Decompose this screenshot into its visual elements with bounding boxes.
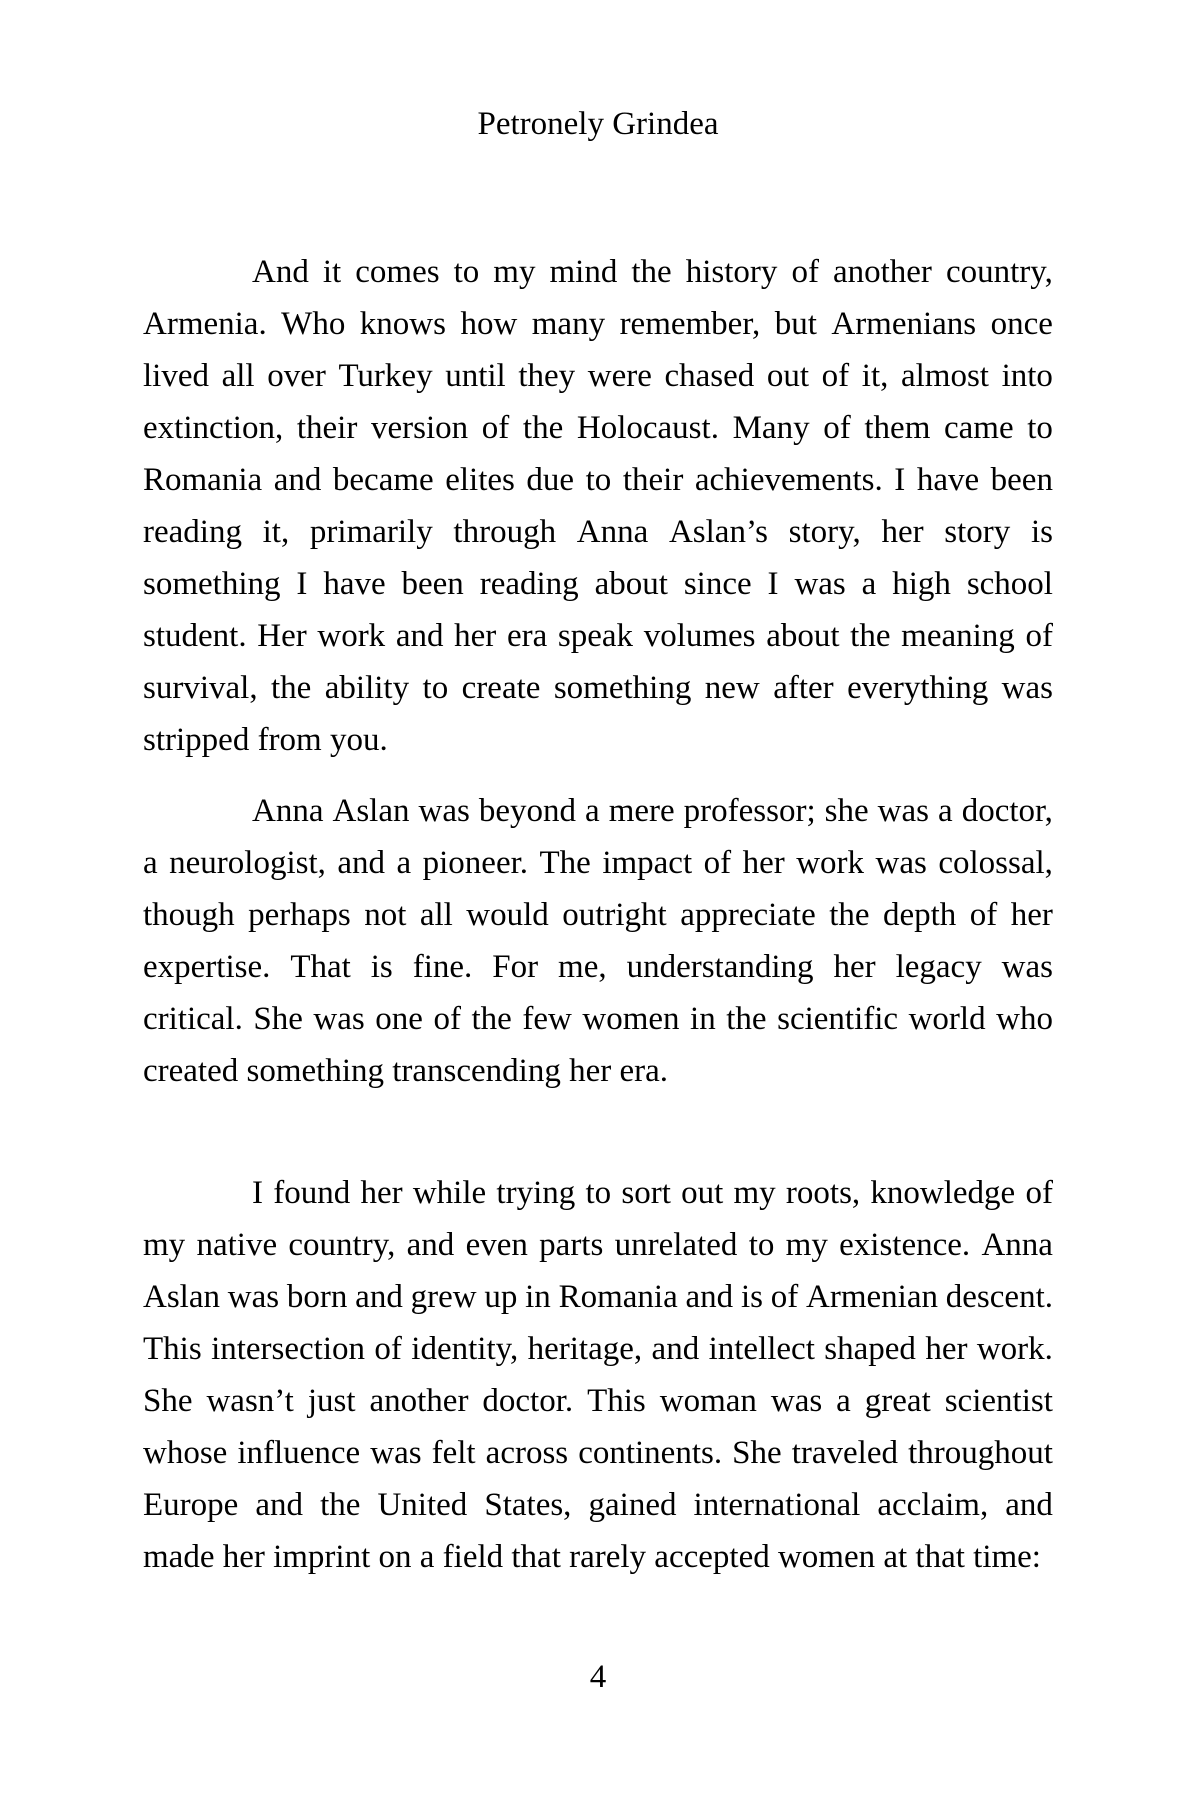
word: gained (588, 1487, 677, 1523)
text-line (143, 1375, 1053, 1427)
word: them (864, 410, 931, 446)
word: have (916, 462, 980, 498)
word: many (531, 306, 606, 342)
word: would (466, 897, 549, 933)
word: native (196, 1227, 278, 1263)
word: how (460, 306, 518, 342)
word: work. (976, 1331, 1053, 1367)
word: over (267, 358, 326, 394)
word: while (412, 1175, 487, 1211)
word: a (143, 845, 158, 881)
word: to (453, 254, 480, 290)
text-line (143, 1479, 1053, 1531)
text-line (143, 402, 1053, 454)
word: up (484, 1279, 518, 1315)
word: story (944, 514, 1011, 550)
word: woman (659, 1383, 757, 1419)
word: Romania (143, 462, 263, 498)
word: something (553, 670, 692, 706)
text-line (143, 1427, 1053, 1479)
word: and (1005, 1487, 1053, 1523)
word: of (823, 410, 851, 446)
word: Holocaust. (576, 410, 719, 446)
word: a (938, 793, 953, 829)
word: was (370, 1435, 422, 1471)
word: of (433, 1001, 461, 1037)
text-line (143, 246, 1053, 298)
word: her (742, 845, 785, 881)
word: and (395, 618, 444, 654)
word: her (925, 1331, 968, 1367)
word: Armenians (831, 306, 977, 342)
word: ability (324, 670, 410, 706)
word: intersection (211, 1331, 366, 1367)
word: it (322, 254, 342, 290)
word: women (582, 1001, 680, 1037)
word: and (273, 462, 322, 498)
word: I (894, 462, 906, 498)
word: the (850, 618, 891, 654)
word: I (767, 566, 779, 602)
word: due (526, 462, 575, 498)
word: their (296, 410, 358, 446)
word: understanding (626, 949, 814, 985)
word: beyond (478, 793, 577, 829)
word: was (418, 793, 470, 829)
text-line (143, 837, 1053, 889)
word: was (313, 1001, 365, 1037)
word: Anna (252, 793, 324, 829)
word: fine. (412, 949, 473, 985)
word: her (833, 949, 876, 985)
word: until (445, 358, 506, 394)
word: was (1001, 949, 1053, 985)
word: of (821, 358, 850, 394)
word: and (651, 1331, 700, 1367)
word: everything (847, 670, 989, 706)
word: of (481, 410, 510, 446)
word: another (369, 1383, 469, 1419)
text-line: created something transcending her era. (143, 1053, 669, 1089)
text-line (143, 1323, 1053, 1375)
word: Turkey (338, 358, 433, 394)
word: after (773, 670, 834, 706)
text-line (143, 506, 1053, 558)
word: chased (664, 358, 755, 394)
word: a (861, 566, 877, 602)
word: out (681, 1175, 724, 1211)
word: it, (262, 514, 290, 550)
word: scientific (777, 1001, 899, 1037)
word: Anna (576, 514, 649, 550)
word: elites (445, 462, 515, 498)
word: work (796, 845, 865, 881)
word: remember, (619, 306, 761, 342)
word: The (539, 845, 591, 881)
word: history (685, 254, 778, 290)
word: work (317, 618, 386, 654)
word: into (1001, 358, 1053, 394)
word: student. (143, 618, 247, 654)
word: to (748, 1227, 775, 1263)
word: Anna (981, 1227, 1053, 1263)
word: almost (900, 358, 989, 394)
text-line (143, 610, 1053, 662)
word: in (690, 1001, 716, 1037)
word: survival, (143, 670, 258, 706)
word: to (422, 670, 449, 706)
word: expertise. (143, 949, 271, 985)
word: acclaim, (877, 1487, 989, 1523)
text-line: made her imprint on a field that rarely accepted women at that time: (143, 1539, 1041, 1575)
word: Armenian (806, 1279, 938, 1315)
text-line (143, 558, 1053, 610)
word: reading (479, 566, 579, 602)
word: Aslan (143, 1279, 220, 1315)
word: create (461, 670, 541, 706)
word: something (143, 566, 281, 602)
word: the (320, 1487, 361, 1523)
word: shaped (824, 1331, 916, 1367)
word: was (1001, 670, 1053, 706)
word: been (990, 462, 1053, 498)
word: across (485, 1435, 569, 1471)
text-line (143, 993, 1053, 1045)
word: whose (143, 1435, 228, 1471)
word: She (143, 1383, 193, 1419)
word: and (355, 1279, 403, 1315)
word: appreciate (680, 897, 816, 933)
word: This (587, 1383, 646, 1419)
word: descent. (945, 1279, 1053, 1315)
word: of (1025, 618, 1053, 654)
word: speak (557, 618, 634, 654)
word: been (401, 566, 464, 602)
paragraph (143, 1167, 1053, 1583)
word: perhaps (248, 897, 351, 933)
word: of (791, 254, 819, 290)
word: heritage, (527, 1331, 643, 1367)
word: is (740, 1279, 763, 1315)
word: and (255, 1487, 304, 1523)
word: my (733, 1175, 776, 1211)
word: my (493, 254, 536, 290)
word: reading (143, 514, 242, 550)
word: their (622, 462, 684, 498)
word: to (585, 462, 612, 498)
word: her (881, 514, 924, 550)
word: volumes (643, 618, 756, 654)
word: That (290, 949, 351, 985)
text-line (143, 785, 1053, 837)
word: primarily (309, 514, 433, 550)
page-number: 4 (589, 1659, 607, 1695)
word: meaning (901, 618, 1015, 654)
word: school (966, 566, 1053, 602)
word: have (323, 566, 386, 602)
text-line (143, 298, 1053, 350)
word: Romania (558, 1279, 678, 1315)
word: professor; (683, 793, 816, 829)
word: knowledge (870, 1175, 1016, 1211)
paragraph (143, 785, 1053, 1097)
word: of (969, 897, 998, 933)
word: the (522, 410, 564, 446)
word: existence. (839, 1227, 971, 1263)
word: it, (861, 358, 889, 394)
word: the (471, 1001, 512, 1037)
word: lived (143, 358, 209, 394)
word: one (375, 1001, 423, 1037)
text-line (143, 350, 1053, 402)
word: colossal, (938, 845, 1053, 881)
paragraph (143, 246, 1053, 766)
word: throughout (908, 1435, 1053, 1471)
word: of (770, 1279, 799, 1315)
text-line (143, 662, 1053, 714)
word: of (1025, 1175, 1053, 1211)
word: was (877, 793, 929, 829)
word: even (465, 1227, 528, 1263)
word: Many (732, 410, 810, 446)
word: few (522, 1001, 572, 1037)
word: new (704, 670, 760, 706)
word: a (396, 845, 412, 881)
word: Aslan’s (668, 514, 768, 550)
word: comes (355, 254, 440, 290)
word: extinction, (143, 410, 284, 446)
word: but (774, 306, 817, 342)
word: And (252, 254, 309, 290)
word: became (332, 462, 434, 498)
word: found (273, 1175, 351, 1211)
word: She (732, 1435, 782, 1471)
word: unrelated (614, 1227, 738, 1263)
word: parts (539, 1227, 604, 1263)
word: wasn’t (206, 1383, 294, 1419)
word: pioneer. (422, 845, 529, 881)
word: outright (562, 897, 667, 933)
word: country, (945, 254, 1053, 290)
word: was (794, 566, 846, 602)
text-line (143, 941, 1053, 993)
word: achievements. (694, 462, 883, 498)
word: depth (882, 897, 957, 933)
word: me, (558, 949, 607, 985)
word: came (944, 410, 1014, 446)
word: influence (237, 1435, 361, 1471)
word: roots, (785, 1175, 861, 1211)
word: neurologist, (169, 845, 326, 881)
page-header-author-title: Petronely Grindea (477, 106, 719, 142)
word: identity, (411, 1331, 519, 1367)
word: who (996, 1001, 1053, 1037)
word: intellect (708, 1331, 815, 1367)
word: continents. (578, 1435, 723, 1471)
word: impact (602, 845, 693, 881)
word: the (829, 897, 870, 933)
word: trying (496, 1175, 576, 1211)
word: through (453, 514, 557, 550)
word: Her (257, 618, 307, 654)
word: world (908, 1001, 986, 1037)
word: was (227, 1279, 280, 1315)
text-line (143, 1219, 1053, 1271)
word: about (594, 566, 668, 602)
word: is (370, 949, 393, 985)
word: another (832, 254, 932, 290)
word: my (785, 1227, 828, 1263)
word: Armenia. (143, 306, 267, 342)
word: doctor. (482, 1383, 574, 1419)
word: great (864, 1383, 931, 1419)
word: I (296, 566, 308, 602)
word: scientist (944, 1383, 1053, 1419)
word: I (252, 1175, 263, 1211)
word: all (419, 897, 453, 933)
word: just (307, 1383, 356, 1419)
word: international (693, 1487, 861, 1523)
word: mind (549, 254, 618, 290)
word: was (875, 845, 927, 881)
word: she (824, 793, 869, 829)
word: in (525, 1279, 551, 1315)
word: the (271, 670, 312, 706)
text-line (143, 889, 1053, 941)
word: her (360, 1175, 403, 1211)
word: knows (359, 306, 446, 342)
word: and (337, 845, 386, 881)
word: For (492, 949, 539, 985)
word: is (1030, 514, 1053, 550)
word: out (766, 358, 810, 394)
text-line: stripped from you. (143, 722, 388, 758)
word: mere (608, 793, 675, 829)
word: version (370, 410, 469, 446)
word: they (518, 358, 576, 394)
text-line (143, 454, 1053, 506)
word: felt (431, 1435, 476, 1471)
word: era (506, 618, 548, 654)
word: Europe (143, 1487, 239, 1523)
word: high (892, 566, 951, 602)
word: States, (484, 1487, 572, 1523)
word: to (1027, 410, 1053, 446)
word: of (703, 845, 732, 881)
word: traveled (791, 1435, 899, 1471)
word: grew (410, 1279, 477, 1315)
word: and (685, 1279, 734, 1315)
word: to (585, 1175, 612, 1211)
word: sort (621, 1175, 671, 1211)
word: This (143, 1331, 202, 1367)
word: and (406, 1227, 455, 1263)
word: were (587, 358, 652, 394)
word: a (836, 1383, 851, 1419)
word: born (286, 1279, 348, 1315)
word: since (683, 566, 752, 602)
word: a (585, 793, 600, 829)
word: was (770, 1383, 823, 1419)
word: the (726, 1001, 767, 1037)
text-line (143, 1271, 1053, 1323)
word: her (454, 618, 497, 654)
word: story, (788, 514, 861, 550)
word: though (143, 897, 235, 933)
word: United (377, 1487, 468, 1523)
word: critical. (143, 1001, 243, 1037)
word: all (221, 358, 255, 394)
word: about (766, 618, 840, 654)
word: of (374, 1331, 402, 1367)
word: Aslan (332, 793, 410, 829)
word: my (143, 1227, 186, 1263)
word: doctor, (961, 793, 1053, 829)
word: the (631, 254, 672, 290)
word: legacy (895, 949, 982, 985)
word: not (364, 897, 407, 933)
word: Who (281, 306, 346, 342)
word: country, (288, 1227, 396, 1263)
text-line (143, 1167, 1053, 1219)
word: once (990, 306, 1053, 342)
word: her (1010, 897, 1053, 933)
word: She (253, 1001, 303, 1037)
